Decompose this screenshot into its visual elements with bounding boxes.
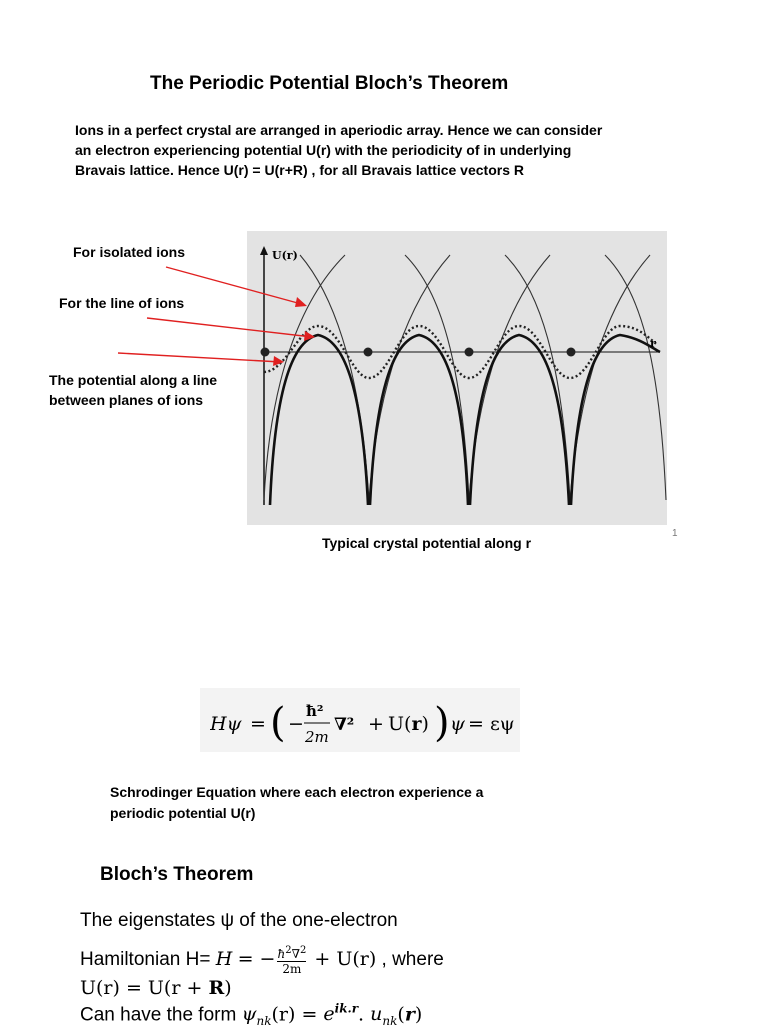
svg-text:Hψ: Hψ <box>210 713 242 735</box>
label-between-planes: The potential along a line between planes of ions <box>49 372 218 408</box>
svg-text:+: + <box>368 713 384 735</box>
schrodinger-description: Schrodinger Equation where each electron experience a periodic potential U(r) <box>110 784 484 821</box>
line-of-ions-curve <box>270 335 368 505</box>
bloch-heading: Bloch’s Theorem <box>100 864 254 885</box>
arrow-between-planes <box>118 353 281 362</box>
bloch-line-1: The eigenstates ψ of the one-electron <box>80 910 398 931</box>
schrodinger-equation <box>210 698 530 753</box>
arrow-line-of-ions <box>147 318 312 337</box>
isolated-curve <box>570 255 650 500</box>
svg-text:): ) <box>434 700 450 746</box>
svg-text:U(r): U(r) <box>388 713 429 735</box>
isolated-curve <box>405 255 469 500</box>
intro-line-2: an electron experiencing potential U(r) with the periodicity of in underlying <box>75 142 572 158</box>
svg-text:−: − <box>288 713 304 735</box>
y-axis-arrow-icon <box>260 246 268 255</box>
isolated-curve <box>505 255 570 500</box>
bloch-line-4: Can have the form $\psi_{nk}(r) = e^{ik.r}$. $u_{nk}(r)$ <box>80 1002 423 1028</box>
ion-dot <box>567 348 576 357</box>
label-line-of-ions: For the line of ions <box>59 295 185 311</box>
isolated-curve <box>605 255 666 500</box>
figure-caption: Typical crystal potential along r <box>322 535 532 551</box>
arrow-isolated <box>166 267 305 305</box>
isolated-curve <box>469 255 550 500</box>
isolated-curve <box>369 255 450 500</box>
ion-dot <box>465 348 474 357</box>
svg-text:2m: 2m <box>305 728 329 746</box>
isolated-curve <box>264 255 345 500</box>
y-axis-label: U(r) <box>272 249 298 262</box>
svg-text:ψ: ψ <box>450 713 465 735</box>
arrow-head-icon <box>295 297 307 307</box>
svg-text:(: ( <box>270 700 286 746</box>
intro-line-3: Bravais lattice. Hence U(r) = U(r+R) , for all Bravais lattice vectors R <box>75 162 524 178</box>
line-of-ions-curve <box>571 335 660 505</box>
x-axis-label: r <box>650 337 656 350</box>
label-isolated-ions: For isolated ions <box>73 244 186 260</box>
svg-text:∇²: ∇² <box>334 715 355 735</box>
bloch-line-2: Hamiltonian H= H = − $\frac{ħ^2\nabla^2}{2m}$ + U(r) , where <box>80 945 444 976</box>
line-of-ions-curve <box>470 335 569 505</box>
intro-line-1: Ions in a perfect crystal are arranged in aperiodic array. Hence we can consider <box>75 122 603 138</box>
ion-dot <box>364 348 373 357</box>
svg-text:=: = <box>250 713 266 735</box>
ion-dot <box>261 348 270 357</box>
svg-text:= εψ: = εψ <box>468 713 515 735</box>
bloch-line-3: U(r) = U(r + R) <box>80 977 232 999</box>
page-number: 1 <box>672 528 678 539</box>
page-title: The Periodic Potential Bloch’s Theorem <box>150 73 509 94</box>
arrow-head-icon <box>273 356 284 366</box>
svg-text:ħ²: ħ² <box>306 702 324 720</box>
isolated-curve <box>300 255 369 500</box>
